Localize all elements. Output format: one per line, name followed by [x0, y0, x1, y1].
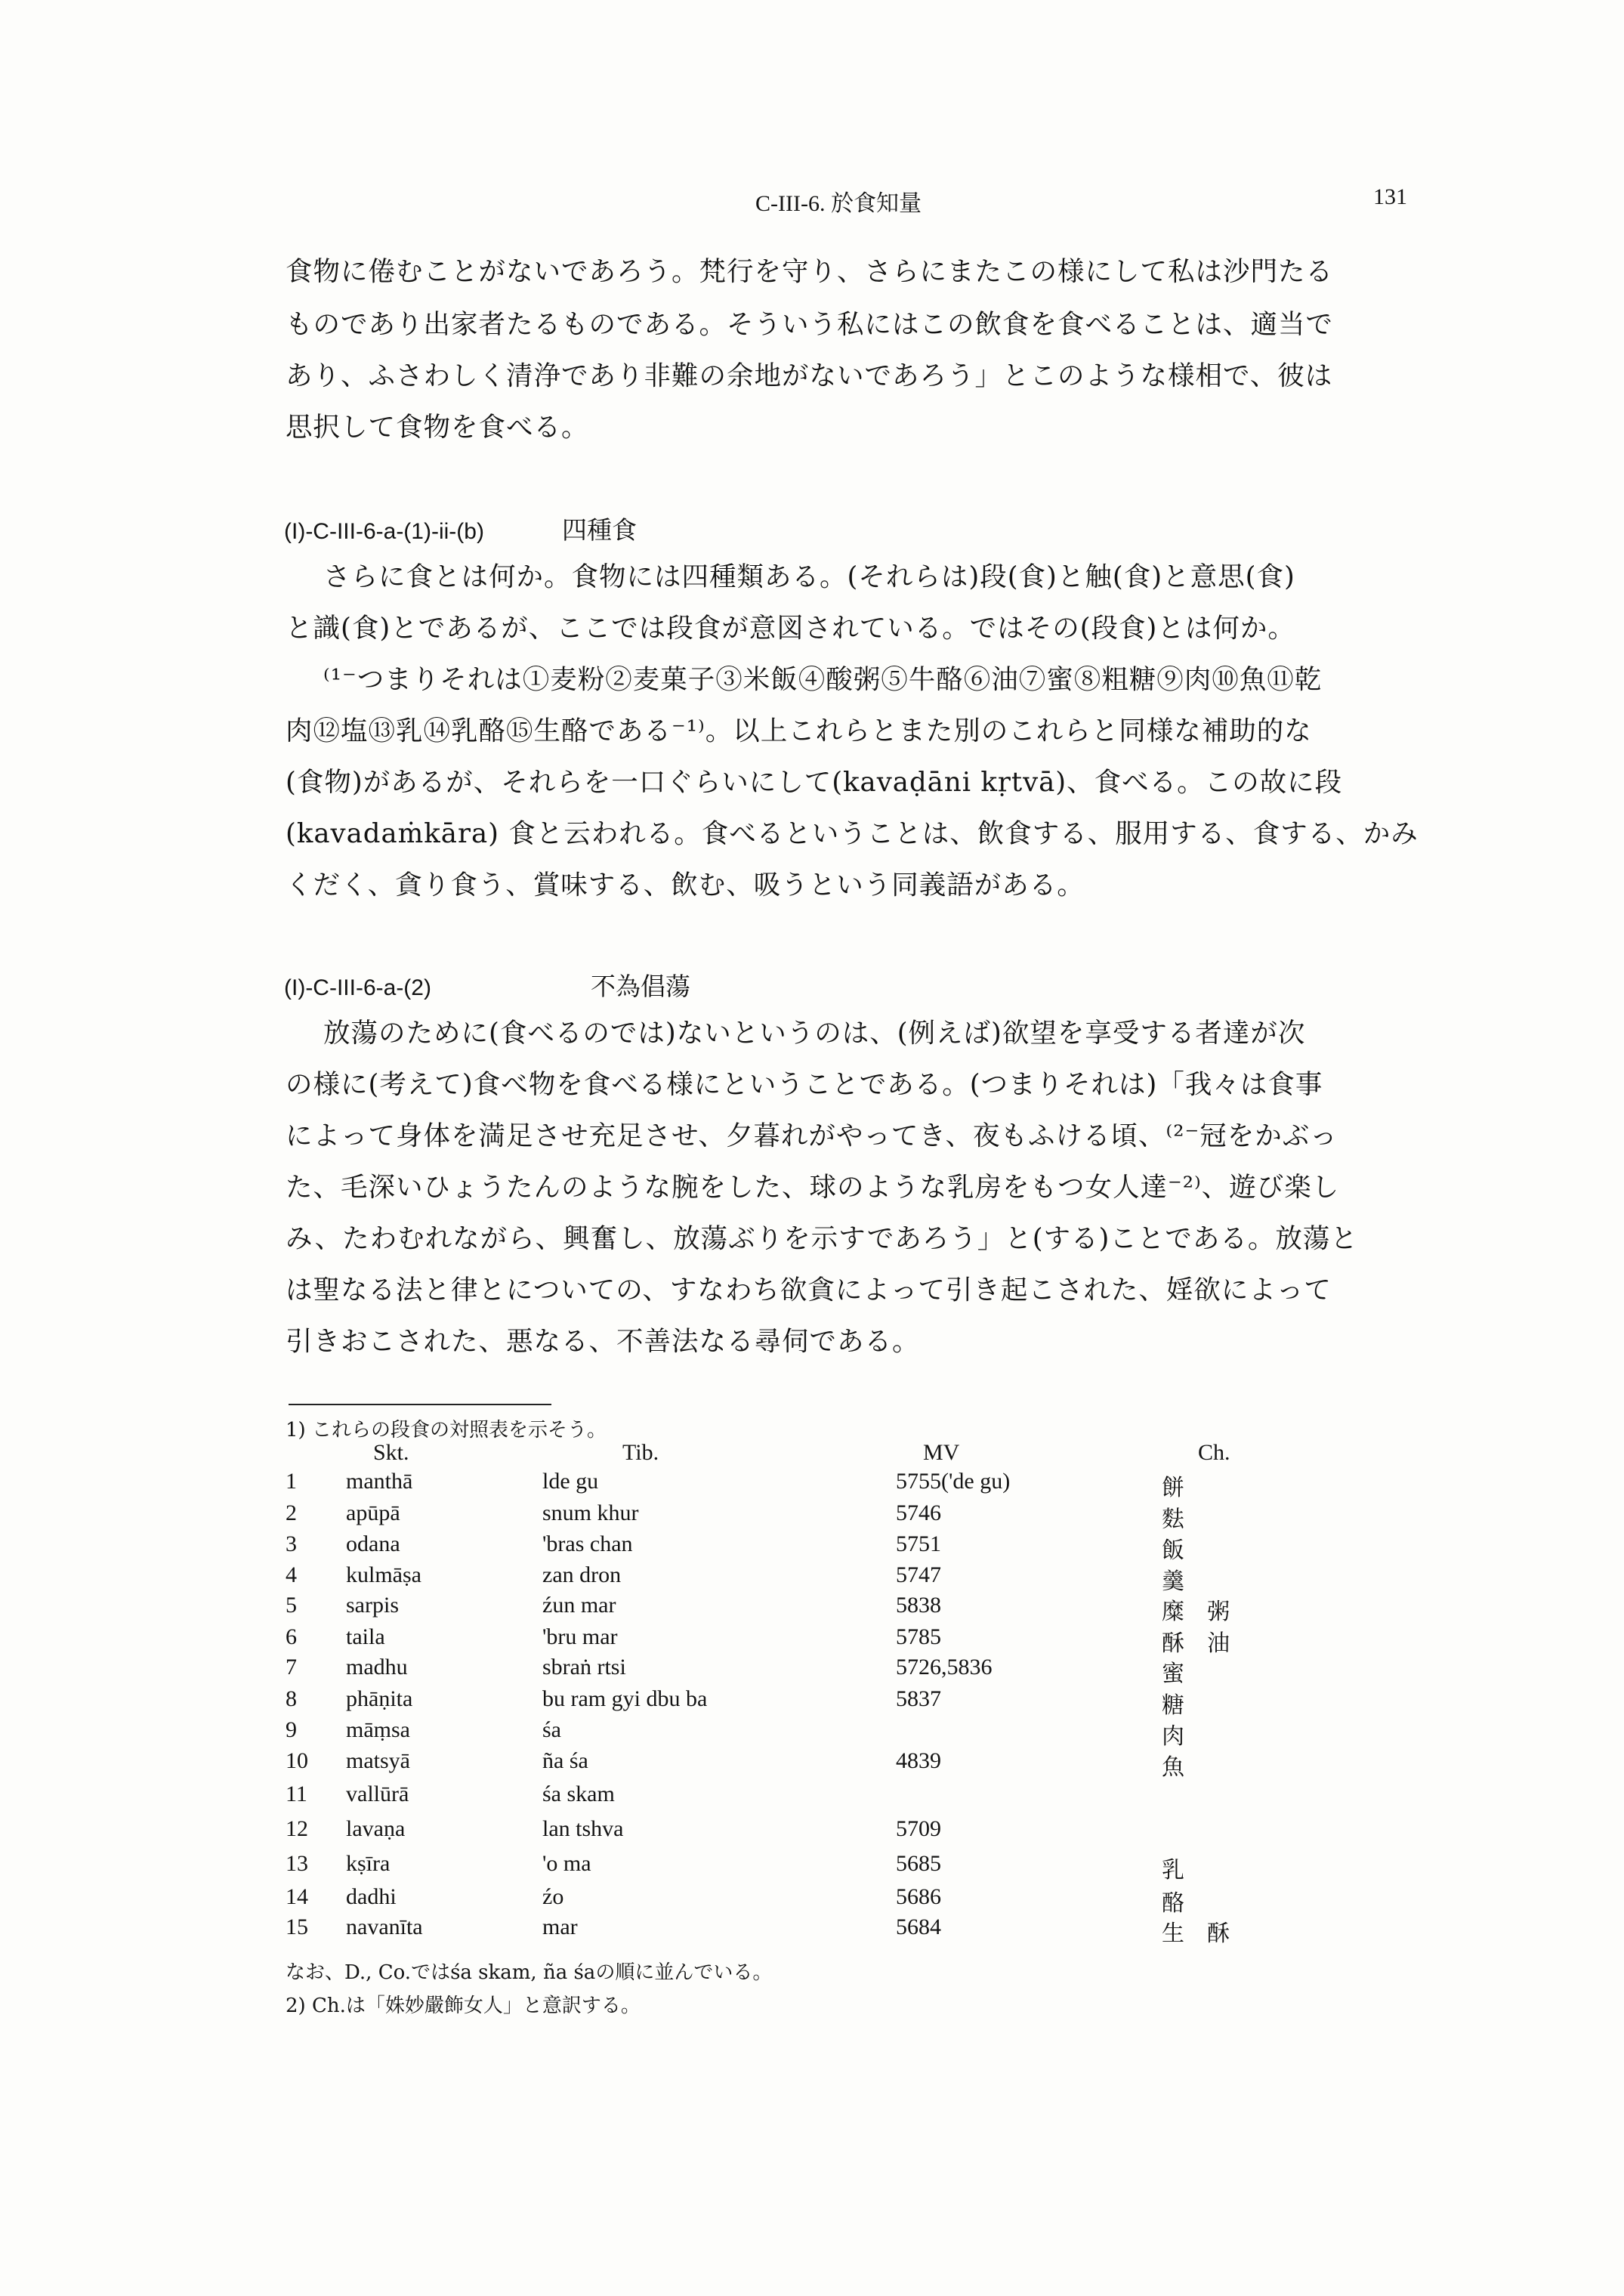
cell-no: 1 [286, 1469, 297, 1494]
cell-tib: 'bru mar [542, 1624, 618, 1649]
section-title: 不為倡蕩 [590, 972, 690, 1001]
cell-ch: 餅 [1162, 1475, 1184, 1501]
footnote-rule [289, 1404, 551, 1405]
paragraph-line: 放蕩のために(食べるのでは)ないというのは、(例えば)欲望を享受する者達が次 [323, 1018, 1306, 1049]
running-head: C-III-6. 於食知量 [755, 191, 922, 216]
cell-tib: 'o ma [542, 1851, 591, 1876]
section-id: (I)-C-III-6-a-(1)-ii-(b) [284, 519, 484, 544]
cell-tib: sbraṅ rtsi [542, 1655, 626, 1680]
cell-tib: śa skam [542, 1781, 615, 1806]
page-number: 131 [1373, 184, 1407, 209]
cell-mv: 5685 [896, 1851, 941, 1876]
comparison-table [286, 1440, 1343, 1954]
cell-tib: śa [542, 1717, 561, 1742]
footnote-2: 2) Ch.は「姝妙嚴飾女人」と意訳する。 [286, 1995, 641, 2017]
paragraph-line: さらに食とは何か。食物には四種類ある。(それらは)段(食)と触(食)と意思(食) [323, 561, 1295, 592]
cell-ch: 糜 粥 [1162, 1599, 1230, 1625]
cell-no: 14 [286, 1884, 308, 1909]
cell-no: 11 [286, 1781, 307, 1806]
cell-ch: 酪 [1162, 1890, 1184, 1917]
paragraph-line: ものであり出家者たるものである。そういう私にはこの飲食を食べることは、適当で [286, 309, 1334, 340]
paragraph-line: は聖なる法と律とについての、すなわち欲貪によって引き起こされた、婬欲によって [286, 1275, 1332, 1306]
cell-no: 6 [286, 1624, 297, 1649]
paragraph-line: み、たわむれながら、興奮し、放蕩ぶりを示すであろう」と(する)ことである。放蕩と [286, 1223, 1358, 1254]
cell-no: 5 [286, 1593, 297, 1618]
cell-tib: mar [542, 1914, 578, 1939]
cell-no: 3 [286, 1531, 297, 1556]
cell-skt: apūpā [346, 1500, 400, 1525]
cell-mv: 5838 [896, 1593, 941, 1618]
cell-skt: lavaṇa [346, 1816, 406, 1841]
table-header-mv: MV [923, 1440, 960, 1465]
cell-tib: źo [542, 1884, 564, 1909]
cell-skt: māṃsa [346, 1717, 410, 1742]
cell-no: 7 [286, 1655, 297, 1680]
cell-no: 15 [286, 1914, 308, 1939]
paragraph-line: くだく、貪り食う、賞味する、飲む、吸うという同義語がある。 [286, 870, 1085, 901]
cell-skt: kulmāṣa [346, 1562, 421, 1587]
cell-skt: taila [346, 1624, 385, 1649]
cell-tib: bu ram gyi dbu ba [542, 1686, 708, 1711]
cell-skt: madhu [346, 1655, 408, 1680]
cell-mv: 5686 [896, 1884, 941, 1909]
cell-ch: 肉 [1162, 1723, 1184, 1750]
cell-mv: 5785 [896, 1624, 941, 1649]
cell-ch: 飯 [1162, 1537, 1184, 1564]
cell-mv: 5747 [896, 1562, 941, 1587]
paragraph-line: (kavadaṁkāra) 食と云われる。食べるということは、飲食する、服用する、食する、かみ [286, 818, 1419, 849]
cell-mv: 4839 [896, 1748, 941, 1773]
cell-mv: 5837 [896, 1686, 941, 1711]
cell-tib: ña śa [542, 1748, 588, 1773]
cell-mv: 5709 [896, 1816, 941, 1841]
footnote-1-intro: 1) これらの段食の対照表を示そう。 [286, 1419, 607, 1442]
cell-no: 10 [286, 1748, 308, 1773]
cell-tib: lan tshva [542, 1816, 624, 1841]
cell-ch: 酥 油 [1162, 1630, 1230, 1657]
table-header-skt: Skt. [373, 1440, 409, 1465]
cell-skt: kṣīra [346, 1851, 391, 1876]
cell-skt: vallūrā [346, 1781, 409, 1806]
cell-tib: źun mar [542, 1593, 616, 1618]
cell-mv: 5746 [896, 1500, 941, 1525]
paragraph-line: ⁽¹⁻つまりそれは①麦粉②麦菓子③米飯④酸粥⑤牛酪⑥油⑦蜜⑧粗糖⑨肉⑩魚⑪乾 [323, 664, 1323, 695]
cell-mv: 5755('de gu) [896, 1469, 1011, 1494]
paragraph-line: 肉⑫塩⑬乳⑭乳酪⑮生酪である⁻¹⁾。以上これらとまた別のこれらと同様な補助的な [286, 715, 1312, 746]
cell-tib: lde gu [542, 1469, 599, 1494]
cell-skt: odana [346, 1531, 400, 1556]
section-heading [284, 967, 690, 1003]
cell-ch: 乳 [1162, 1857, 1184, 1883]
table-header-tib: Tib. [622, 1440, 659, 1465]
cell-no: 8 [286, 1686, 297, 1711]
cell-no: 13 [286, 1851, 308, 1876]
paragraph-line: の様に(考えて)食べ物を食べる様にということである。(つまりそれは)「我々は食事 [286, 1069, 1323, 1100]
cell-mv: 5751 [896, 1531, 941, 1556]
section-heading [284, 511, 637, 546]
cell-no: 9 [286, 1717, 297, 1742]
cell-ch: 羹 [1162, 1568, 1184, 1595]
cell-no: 12 [286, 1816, 308, 1841]
cell-ch: 蜜 [1162, 1661, 1184, 1687]
cell-skt: dadhi [346, 1884, 397, 1909]
section-title: 四種食 [561, 515, 637, 545]
cell-tib: 'bras chan [542, 1531, 633, 1556]
cell-tib: snum khur [542, 1500, 639, 1525]
cell-mv: 5684 [896, 1914, 941, 1939]
cell-ch: 魚 [1162, 1754, 1184, 1781]
table-header-ch: Ch. [1198, 1440, 1230, 1465]
cell-ch: 麮 [1162, 1506, 1184, 1533]
cell-no: 4 [286, 1562, 297, 1587]
paragraph-line: (食物)があるが、それらを一口ぐらいにして(kavaḍāni kṛtvā)、食べる。この故に段 [286, 767, 1343, 798]
paragraph-line: と識(食)とであるが、ここでは段食が意図されている。ではその(段食)とは何か。 [286, 613, 1295, 644]
cell-ch: 糖 [1162, 1692, 1184, 1719]
paragraph-line: 引きおこされた、悪なる、不善法なる尋伺である。 [286, 1326, 920, 1357]
footnote-1-note: なお、D., Co.ではśa skam, ña śaの順に並んでいる。 [286, 1961, 773, 1984]
cell-skt: matsyā [346, 1748, 410, 1773]
cell-skt: phāṇita [346, 1686, 413, 1711]
cell-no: 2 [286, 1500, 297, 1525]
cell-skt: navanīta [346, 1914, 423, 1939]
paragraph-line: た、毛深いひょうたんのような腕をした、球のような乳房をもつ女人達⁻²⁾、遊び楽し [286, 1172, 1340, 1203]
paragraph-line: によって身体を満足させ充足させ、夕暮れがやってき、夜もふける頃、⁽²⁻冠をかぶっ [286, 1120, 1338, 1151]
paragraph-line: あり、ふさわしく清浄であり非難の余地がないであろう」とこのような様相で、彼は [286, 360, 1333, 391]
paragraph-line: 食物に倦むことがないであろう。梵行を守り、さらにまたこの様にして私は沙門たる [286, 256, 1334, 287]
paragraph-line: 思択して食物を食べる。 [286, 412, 589, 443]
cell-skt: sarpis [346, 1593, 399, 1618]
cell-mv: 5726,5836 [896, 1655, 993, 1680]
cell-ch: 生 酥 [1162, 1921, 1230, 1947]
cell-tib: zan dron [542, 1562, 622, 1587]
cell-skt: manthā [346, 1469, 413, 1494]
section-id: (I)-C-III-6-a-(2) [284, 975, 431, 1000]
